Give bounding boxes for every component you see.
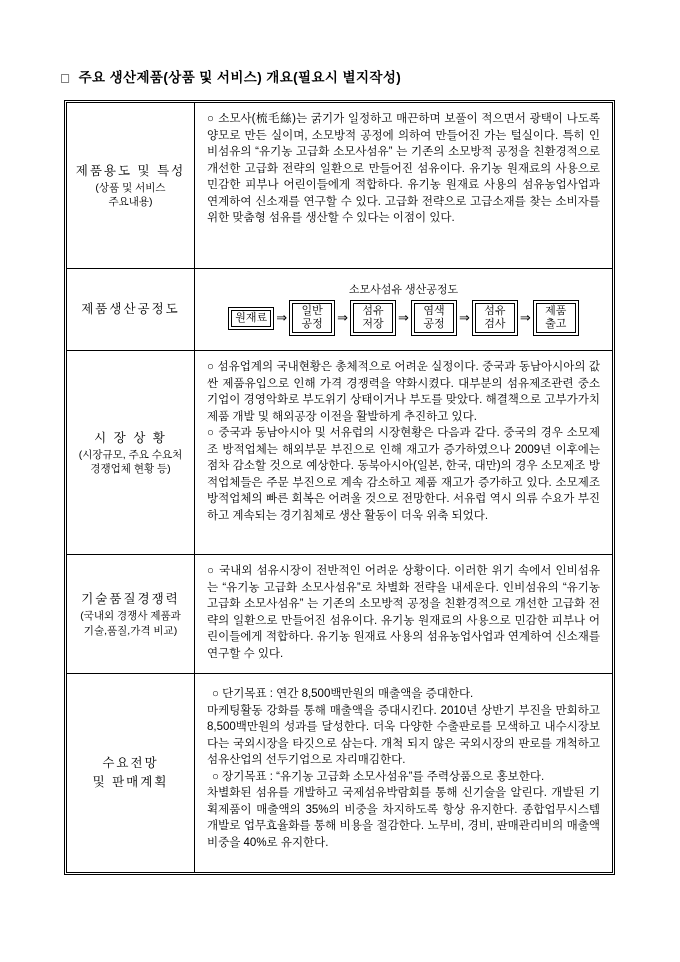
arrow-right-icon: ⇒ — [337, 310, 349, 325]
paragraph: ○ 국내외 섬유시장이 전반적인 어려운 상황이다. 이러한 위기 속에서 인비섬유는 “유기농 고급화 소모사섬유”로 차별화 전략을 내세운다. 인비섬유의 “유기농 고급화 소모사섬유” 는 기존의 소모방적 공정을 친환경적으로 개선한 고급화 전략의 일환으로 만들어진 섬유이다. 유기농 원재료의 사용으로 민감한 피부나 어린이들에게 적합하다. 유기농 원재료 사용의 섬유농업사업과 연계하여 신소재를 연구할 수 있다. — [207, 565, 600, 660]
paragraph-short-term-goal: ○ 단기목표 : 연간 8,500백만원의 매출액을 증대한다. — [212, 688, 474, 700]
flow-step-label: 공정 — [301, 318, 323, 330]
flow-step-label: 섬유 — [362, 305, 384, 317]
row-header-sublabel: 주요내용) — [108, 196, 153, 208]
flow-step-label: 공정 — [423, 318, 445, 330]
paragraph: ○ 중국과 동남아시아 및 서유럽의 시장현황은 다음과 같다. 중국의 경우 소모제조 방적업체는 해외부문 부진으로 인해 재고가 증가하였으나 2009년 이후에는 점차 감소할 것으로 예상한다. 동북아시아(일본, 한국, 대만)의 경우 소모제조 방적업체들은 주문 부진으로 계속 감소하고 제품 재고가 증가하고 있다. 소모제조 방적업체의 빠른 회복은 어려울 것으로 전망한다. 서유럽 역시 의류 수요가 부진하고 계속되는 경기침체로 생산 활동이 더욱 위축 되었다. — [207, 427, 600, 522]
flow-step-label: 염색 — [423, 305, 445, 317]
paragraph: 마케팅활동 강화를 통해 매출액을 증대시킨다. 2010년 상반기 부진을 만회하고 8,500백만원의 성과를 달성한다. 더욱 다양한 수출판로를 모색하고 내수시장보다는 국외시장을 타깃으로 삼는다. 개척 되지 않은 국외시장의 판로를 개척하고 섬유산업의 선두기업으로 자리매김한다. — [207, 704, 600, 766]
row-header-sublabel: 기술,품질,가격 비교) — [83, 624, 178, 637]
flow-step-label: 저장 — [362, 318, 384, 330]
paragraph-long-term-goal: ○ 장기목표 : “유기농 고급화 소모사섬유”를 주력상품으로 홍보한다. — [212, 770, 545, 783]
flowchart-title: 소모사섬유 생산공정도 — [348, 284, 459, 296]
arrow-right-icon: ⇒ — [398, 310, 409, 325]
cell-flowchart — [195, 269, 613, 351]
paragraph: ○ 섬유업계의 국내현황은 총체적으로 어려운 실정이다. 중국과 동남아시아의 값싼 제품유입으로 인해 가격 경쟁력을 약화시켰다. 대부분의 섬유제조관련 중소기업이 경영악화로 부도위기 상태이거나 부도를 맞았다. 해결책으로 고부가가치 제품 개발 및 해외공장 이전을 활발하게 추진하고 있다. — [207, 361, 600, 423]
flow-step-label: 검사 — [484, 318, 506, 330]
row-header-label: 제품용도 및 특성 — [75, 163, 186, 178]
paragraph: ○ 소모사(梳毛絲)는 굵기가 일정하고 매끈하며 보풀이 적으면서 광택이 나도록 양모로 만든 실이며, 소모방적 공정에 의하여 만들어진 가는 털실이다. 특히 인비섬유의 “유기농 고급화 소모사섬유” 는 기존의 소모방적 공정을 친환경적으로 개선한 고급화 전략의 일환으로 만들어진 섬유이다. 유기농 원재료의 사용으로 민감한 피부나 어린이들에게 적합하다. 유기농 원재료 사용의 섬유농업사업과 연계하여 신소재를 연구할 수 있다. 고급화 전략으로 고급소재를 찾는 소비자를 위한 맞춤형 섬유를 생산할 수 있다는 이점이 있다. — [207, 113, 600, 224]
row-header-product-usage — [67, 103, 195, 269]
arrow-right-icon: ⇒ — [519, 310, 531, 325]
flow-step-label: 일반 — [301, 305, 323, 317]
checkbox-square-icon: □ — [61, 70, 70, 86]
flowchart — [199, 300, 608, 336]
row-demand-forecast-sales-plan — [67, 674, 613, 873]
row-header-sublabel: (시장규모, 주요 수요처 — [78, 448, 183, 461]
flow-step-general-process — [289, 300, 335, 336]
page-title-text: 주요 생산제품(상품 및 서비스) 개요(필요시 별지작성) — [78, 70, 402, 85]
flow-step-label: 원재료 — [235, 311, 268, 324]
row-market-status — [67, 351, 613, 555]
row-header-label: 시 장 상 황 — [94, 430, 167, 445]
product-overview-table — [66, 102, 613, 873]
cell-market-status-content — [195, 351, 613, 555]
row-header-sublabel: (상품 및 서비스 — [95, 181, 166, 194]
flow-step-fiber-inspection — [472, 300, 518, 336]
cell-product-usage-content — [195, 103, 613, 269]
row-header-production-process — [67, 269, 195, 351]
flow-step-label: 섬유 — [484, 305, 506, 317]
page-title — [61, 66, 401, 86]
row-header-sublabel: (국내외 경쟁사 제품과 — [80, 610, 181, 622]
row-header-sublabel: 경쟁업체 현황 등) — [90, 463, 171, 475]
row-header-tech-quality — [67, 555, 195, 674]
flow-step-raw-material — [228, 307, 274, 330]
cell-tech-quality-content — [195, 555, 613, 674]
arrow-right-icon: ⇒ — [276, 310, 288, 325]
row-header-label: 기술품질경쟁력 — [81, 592, 180, 606]
row-header-demand-forecast — [67, 674, 195, 873]
row-header-label: 수요전망 — [102, 756, 159, 770]
row-header-label: 제품생산공정도 — [81, 302, 180, 316]
row-header-label: 및 판매계획 — [92, 775, 169, 789]
paragraph: 차별화된 섬유를 개발하고 국제섬유박람회를 통해 신기술을 알린다. 개발된 기획제품이 매출액의 35%의 비중을 차지하도록 항상 유지한다. 종합업무시스템 개발로 업무효율화를 통해 비용을 절감한다. 노무비, 경비, 판매관리비의 매출액 비중을 40%로 유지한다. — [207, 787, 600, 849]
flow-step-label: 출고 — [545, 318, 567, 330]
row-tech-quality-competitiveness — [67, 555, 613, 674]
row-header-market-status — [67, 351, 195, 555]
flow-step-dyeing-process — [411, 300, 457, 336]
flow-step-fiber-storage — [350, 300, 396, 336]
row-product-usage-features — [67, 103, 613, 269]
flow-step-label: 제품 — [545, 305, 567, 317]
arrow-right-icon: ⇒ — [458, 310, 470, 325]
product-overview-table-frame — [64, 100, 615, 875]
flow-step-product-shipment — [533, 300, 579, 336]
row-production-process — [67, 269, 613, 351]
cell-demand-forecast-content — [195, 674, 613, 873]
